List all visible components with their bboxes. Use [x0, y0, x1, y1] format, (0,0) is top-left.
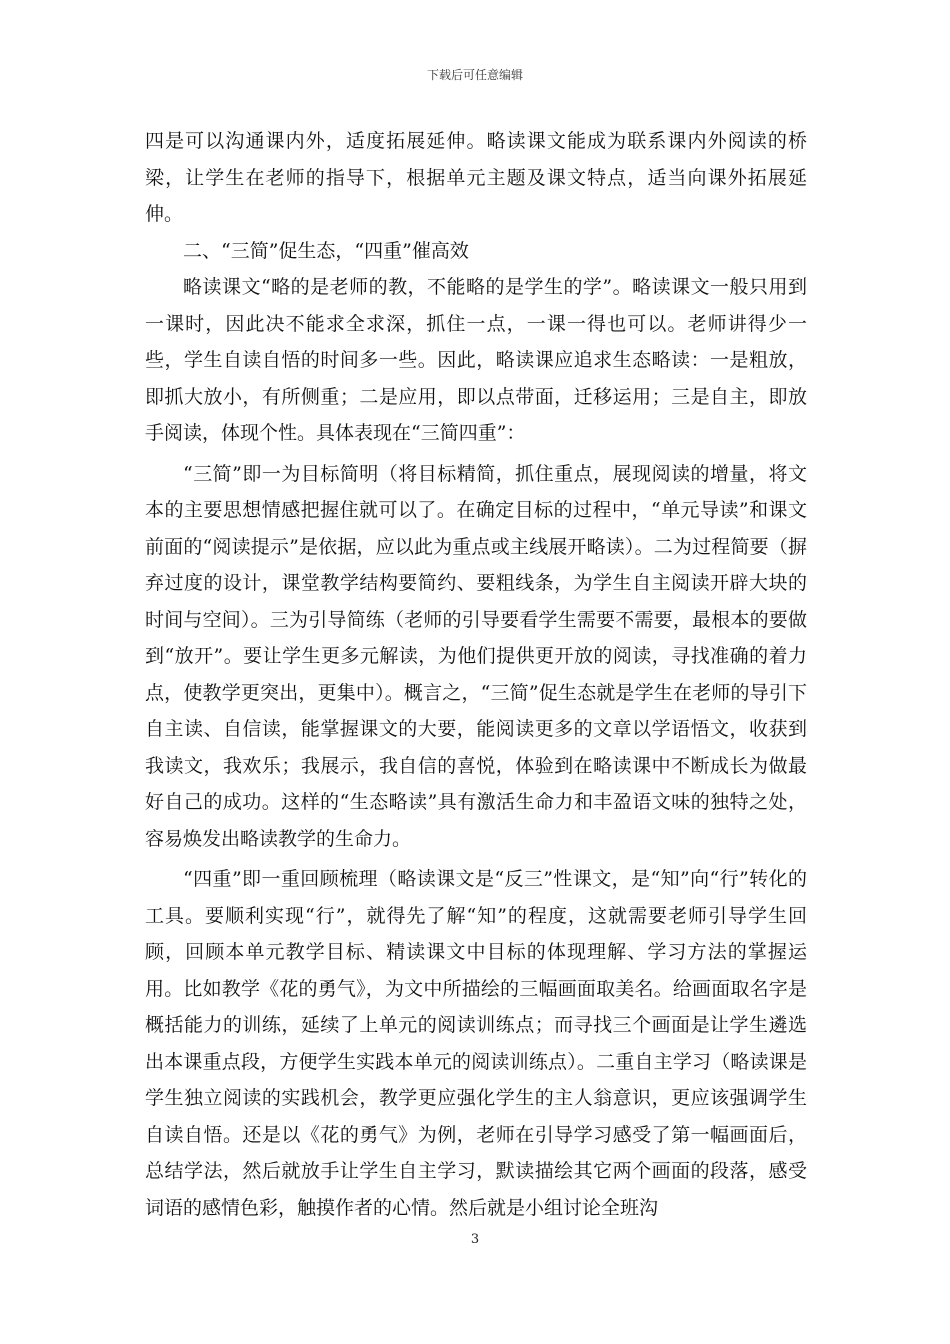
paragraph-continuation: 四是可以沟通课内外，适度拓展延伸。略读课文能成为联系课内外阅读的桥梁，让学生在老师的指导下，根据单元主题及课文特点，适当向课外拓展延伸。	[145, 130, 807, 225]
paragraph: “三简”即一为目标简明（将目标精简，抓住重点，展现阅读的增量，将文本的主要思想情感把握住就可以了。在确定目标的过程中，“单元导读”和课文前面的“阅读提示”是依据，应以此为重点或主线展开略读）。二为过程简要（摒弃过度的设计，课堂教学结构要简约、要粗线条，为学生自主阅读开辟大块的时间与空间）。三为引导简练（老师的引导要看学生需要不需要，最根本的要做到“放开”。要让学生更多元解读，为他们提供更开放的阅读，寻找准确的着力点，使教学更突出，更集中）。概言之，“三简”促生态就是学生在老师的导引下自主读、自信读，能掌握课文的大要，能阅读更多的文章以学语悟文，收获到我读文，我欢乐；我展示，我自信的喜悦，体验到在略读课中不断成长为做最好自己的成功。这样的“生态略读”具有激活生命力和丰盈语文味的独特之处，容易焕发出略读教学的生命力。	[145, 462, 807, 850]
paragraph: “四重”即一重回顾梳理（略读课文是“反三”性课文，是“知”向“行”转化的工具。要顺利实现“行”，就得先了解“知”的程度，这就需要老师引导学生回顾，回顾本单元教学目标、精读课文中目标的体现理解、学习方法的掌握运用。比如教学《花的勇气》，为文中所描绘的三幅画面取美名。给画面取名字是概括能力的训练，延续了上单元的阅读训练点；而寻找三个画面是让学生遴选出本课重点段，方便学生实践本单元的阅读训练点）。二重自主学习（略读课是学生独立阅读的实践机会，教学更应强化学生的主人翁意识，更应该强调学生自读自悟。还是以《花的勇气》为例，老师在引导学习感受了第一幅画面后，总结学法，然后就放手让学生自主学习，默读描绘其它两个画面的段落，感受词语的感情色彩，触摸作者的心情。然后就是小组讨论全班沟	[145, 868, 807, 1219]
section-heading: 二、“三简”促生态，“四重”催高效	[183, 239, 469, 262]
page-number: 3	[470, 1232, 480, 1247]
page-header: 下载后可任意编辑	[426, 68, 523, 82]
paragraph: 略读课文“略的是老师的教，不能略的是学生的学”。略读课文一般只用到一课时，因此决不能求全求深，抓住一点，一课一得也可以。老师讲得少一些，学生自读自悟的时间多一些。因此，略读课应追求生态略读：一是粗放，即抓大放小，有所侧重；二是应用，即以点带面，迁移运用；三是自主，即放手阅读，体现个性。具体表现在“三简四重”：	[145, 276, 807, 444]
body-text	[145, 123, 807, 1226]
